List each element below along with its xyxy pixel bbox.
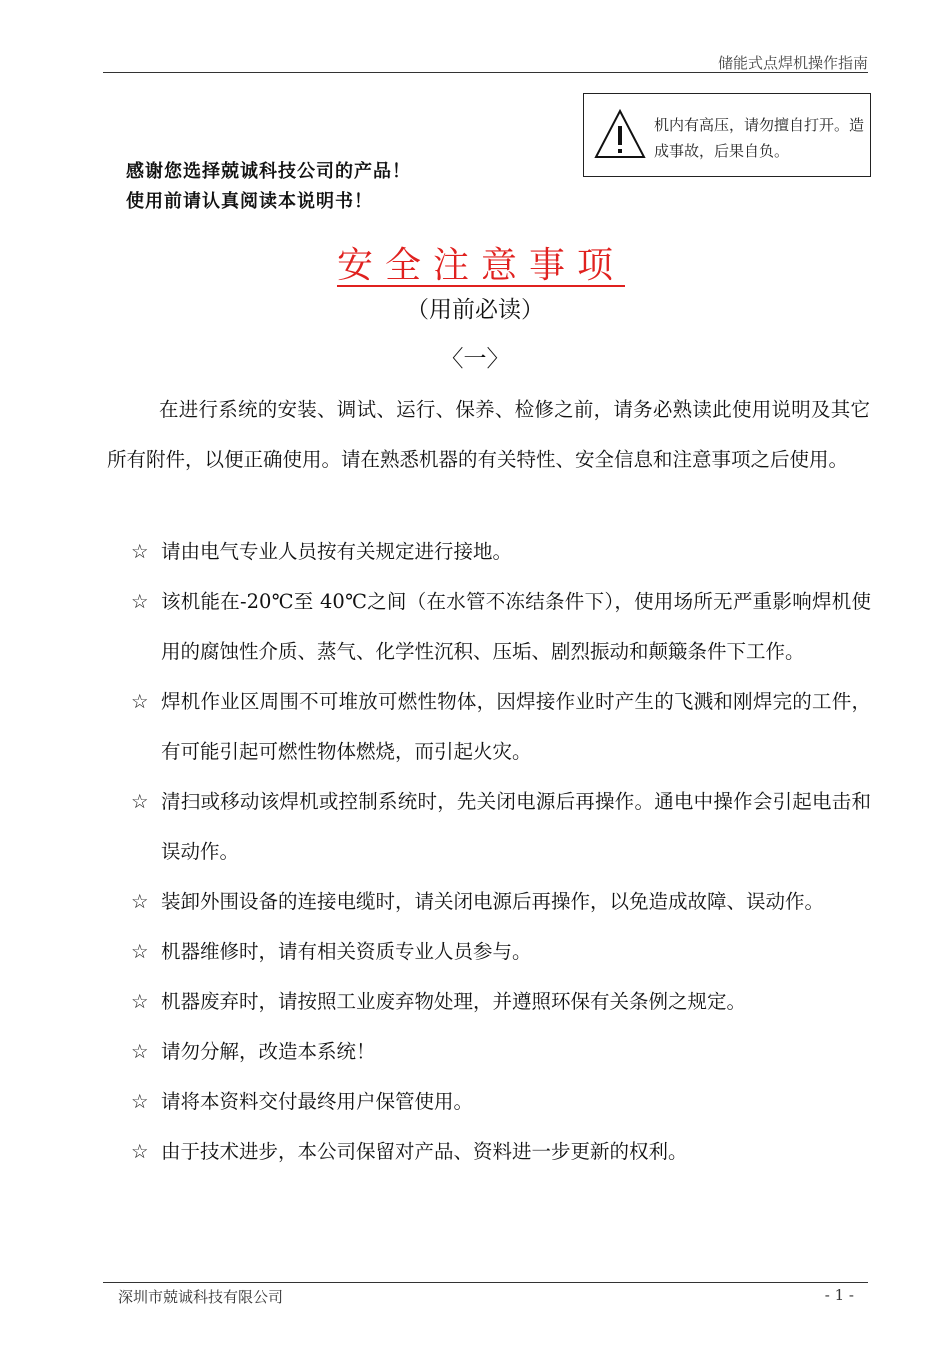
star-bullet-icon: ☆	[131, 940, 149, 963]
page-title	[0, 237, 950, 288]
list-item	[131, 1027, 871, 1077]
star-bullet-icon: ☆	[131, 890, 149, 913]
list-item-text: 请将本资料交付最终用户保管使用。	[161, 1090, 474, 1113]
list-item-text: 装卸外围设备的连接电缆时，请关闭电源后再操作，以免造成故障、误动作。	[161, 890, 825, 913]
warning-text: 机内有高压，请勿擅自打开。造成事故，后果自负。	[654, 116, 865, 160]
list-item-text: 清扫或移动该焊机或控制系统时，先关闭电源后再操作。通电中操作会引起电击和误动作。	[161, 790, 871, 863]
star-bullet-icon: ☆	[131, 540, 149, 563]
list-item	[131, 527, 871, 577]
star-bullet-icon: ☆	[131, 1140, 149, 1163]
list-item-text: 焊机作业区周围不可堆放可燃性物体，因焊接作业时产生的飞溅和刚焊完的工件，有可能引起可燃性物体燃烧，而引起火灾。	[161, 690, 871, 763]
warning-triangle-icon	[594, 108, 646, 160]
list-item	[131, 777, 871, 877]
star-bullet-icon: ☆	[131, 990, 149, 1013]
star-bullet-icon: ☆	[131, 790, 149, 813]
safety-notice-list	[131, 527, 871, 1177]
greeting-line-2: 使用前请认真阅读本说明书！	[126, 191, 373, 212]
header-divider	[103, 72, 868, 73]
list-item	[131, 1127, 871, 1177]
list-item-text: 请勿分解，改造本系统！	[161, 1040, 376, 1063]
running-header: 储能式点焊机操作指南	[717, 54, 868, 72]
footer-company: 深圳市兢诚科技有限公司	[118, 1288, 284, 1306]
list-item	[131, 927, 871, 977]
high-voltage-warning-box	[583, 93, 871, 177]
list-item	[131, 877, 871, 927]
list-item-text: 机器废弃时，请按照工业废弃物处理，并遵照环保有关条例之规定。	[161, 990, 747, 1013]
list-item-text: 由于技术进步，本公司保留对产品、资料进一步更新的权利。	[161, 1140, 688, 1163]
list-item-text: 请由电气专业人员按有关规定进行接地。	[161, 540, 513, 563]
footer-divider	[103, 1282, 868, 1283]
greeting-line-1: 感谢您选择兢诚科技公司的产品！	[126, 161, 411, 182]
star-bullet-icon: ☆	[131, 590, 149, 613]
page-subtitle: （用前必读）	[406, 297, 544, 323]
greeting	[126, 157, 411, 217]
list-item-text: 该机能在-20℃至 40℃之间（在水管不冻结条件下），使用场所无严重影响焊机使用的腐蚀性介质、蒸气、化学性沉积、压垢、剧烈振动和颠簸条件下工作。	[161, 590, 871, 663]
list-item	[131, 577, 871, 677]
page-number: - 1 -	[824, 1286, 854, 1304]
star-bullet-icon: ☆	[131, 1090, 149, 1113]
list-item-text: 机器维修时，请有相关资质专业人员参与。	[161, 940, 532, 963]
list-item	[131, 1077, 871, 1127]
section-number: 〈一〉	[440, 346, 510, 372]
list-item	[131, 677, 871, 777]
list-item	[131, 977, 871, 1027]
star-bullet-icon: ☆	[131, 690, 149, 713]
intro-paragraph: 在进行系统的安装、调试、运行、保养、检修之前，请务必熟读此使用说明及其它所有附件，以便正确使用。请在熟悉机器的有关特性、安全信息和注意事项之后使用。	[107, 398, 870, 471]
star-bullet-icon: ☆	[131, 1040, 149, 1063]
page-title-text: 安全注意事项	[336, 245, 625, 286]
